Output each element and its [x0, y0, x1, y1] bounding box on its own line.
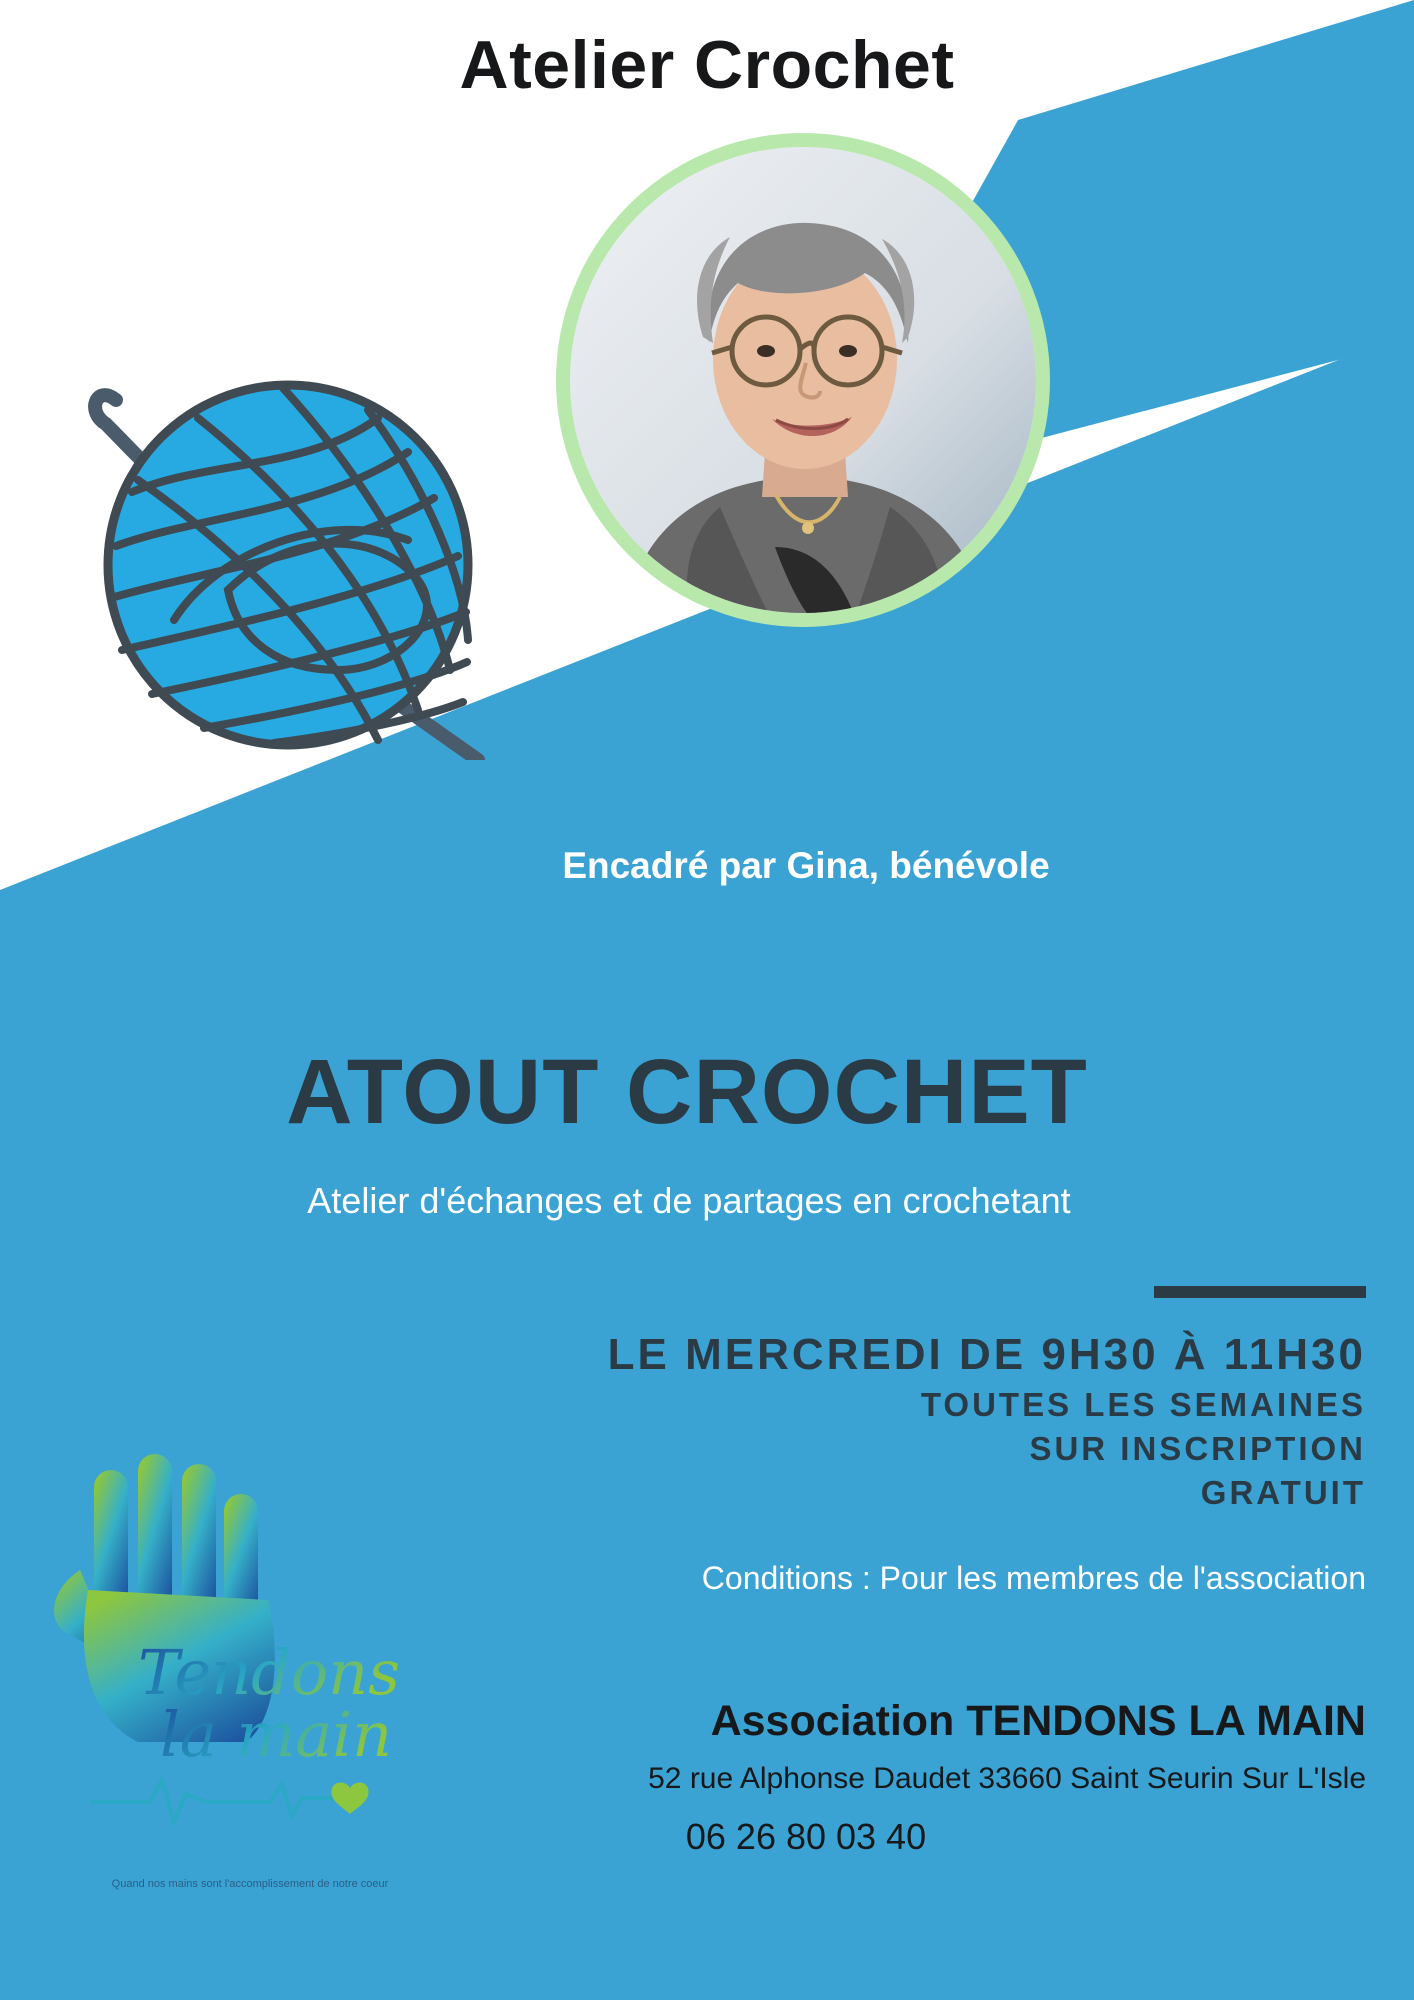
- yarn-ball-illustration: [78, 340, 538, 760]
- portrait-illustration: [570, 147, 1040, 617]
- schedule-line-frequency: TOUTES LES SEMAINES: [920, 1386, 1366, 1423]
- association-logo: [10, 1450, 410, 1850]
- conditions-text: Conditions : Pour les membres de l'association: [701, 1560, 1366, 1596]
- divider-rule: [1154, 1286, 1366, 1298]
- portrait-caption: Encadré par Gina, bénévole: [562, 845, 1050, 886]
- logo-tagline: Quand nos mains sont l'accomplissement de notre coeur: [111, 1878, 389, 1890]
- association-address: 52 rue Alphonse Daudet 33660 Saint Seurin Sur L'Isle: [648, 1762, 1366, 1795]
- headline: ATOUT CROCHET: [286, 1041, 1088, 1143]
- association-name: Association TENDONS LA MAIN: [710, 1697, 1366, 1745]
- logo-text-line1: Tendons: [138, 1636, 400, 1709]
- subheadline: Atelier d'échanges et de partages en crochetant: [307, 1180, 1071, 1221]
- schedule-line-day: LE MERCREDI DE 9H30 À 11H30: [607, 1330, 1366, 1379]
- logo-text-line2: la main: [160, 1698, 393, 1771]
- portrait-photo: [556, 133, 1050, 627]
- schedule-line-price: GRATUIT: [1200, 1474, 1366, 1511]
- schedule-block: [406, 1330, 1366, 1512]
- association-block: [366, 1697, 1366, 1858]
- page-title: Atelier Crochet: [459, 27, 955, 103]
- association-phone: 06 26 80 03 40: [685, 1816, 927, 1857]
- schedule-line-registration: SUR INSCRIPTION: [1029, 1430, 1366, 1467]
